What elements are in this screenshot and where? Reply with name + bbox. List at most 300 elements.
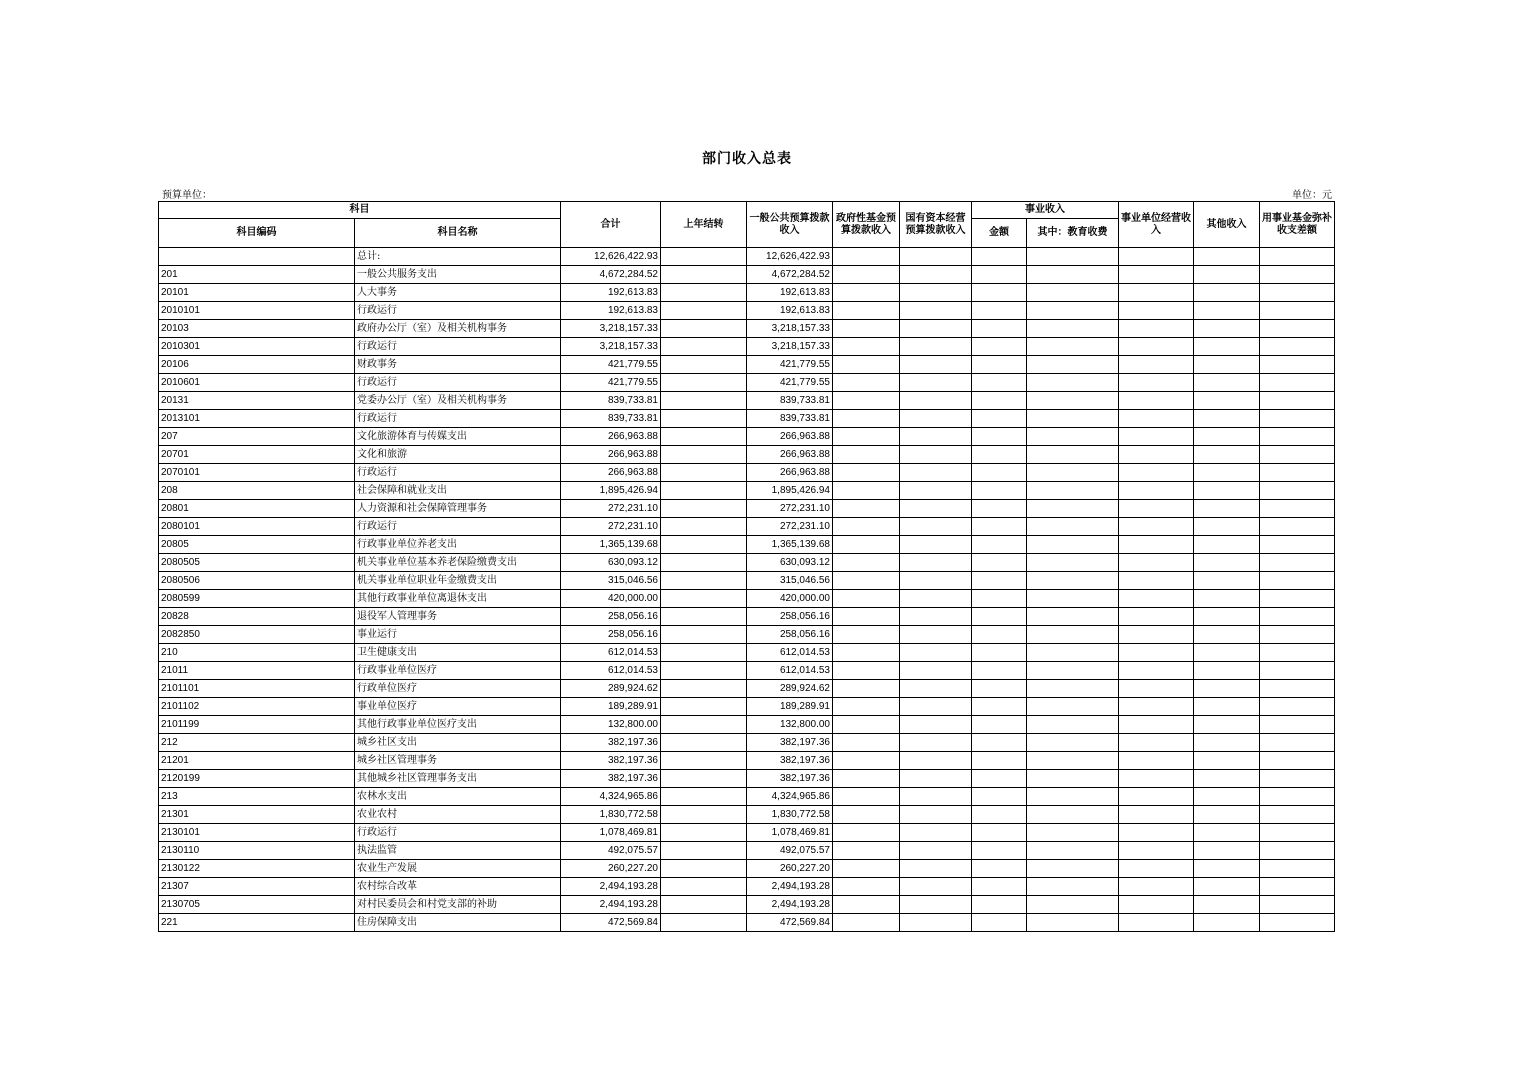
cell-education-fee <box>1027 338 1119 356</box>
cell-code <box>159 248 355 266</box>
cell-general-budget: 266,963.88 <box>747 446 833 464</box>
cell-other-income <box>1194 860 1260 878</box>
cell-gov-fund <box>833 914 900 932</box>
cell-code: 212 <box>159 734 355 752</box>
cell-gov-fund <box>833 374 900 392</box>
cell-business-operation <box>1119 842 1194 860</box>
cell-general-budget: 315,046.56 <box>747 572 833 590</box>
cell-business-amount <box>972 734 1027 752</box>
cell-fund-supplement <box>1260 824 1335 842</box>
cell-general-budget: 272,231.10 <box>747 500 833 518</box>
cell-business-operation <box>1119 644 1194 662</box>
cell-other-income <box>1194 806 1260 824</box>
cell-business-operation <box>1119 248 1194 266</box>
header-gov-fund: 政府性基金预算拨款收入 <box>833 202 900 248</box>
cell-other-income <box>1194 608 1260 626</box>
cell-general-budget: 421,779.55 <box>747 374 833 392</box>
table-row <box>159 248 1335 266</box>
cell-fund-supplement <box>1260 320 1335 338</box>
cell-carryover <box>661 446 747 464</box>
cell-business-amount <box>972 698 1027 716</box>
cell-state-capital <box>900 302 972 320</box>
cell-gov-fund <box>833 842 900 860</box>
table-row <box>159 680 1335 698</box>
cell-gov-fund <box>833 626 900 644</box>
table-row <box>159 410 1335 428</box>
cell-education-fee <box>1027 572 1119 590</box>
cell-total: 382,197.36 <box>561 734 661 752</box>
cell-state-capital <box>900 410 972 428</box>
cell-state-capital <box>900 914 972 932</box>
table-row <box>159 392 1335 410</box>
cell-education-fee <box>1027 842 1119 860</box>
cell-gov-fund <box>833 554 900 572</box>
cell-business-amount <box>972 284 1027 302</box>
table-row <box>159 806 1335 824</box>
cell-other-income <box>1194 680 1260 698</box>
cell-education-fee <box>1027 464 1119 482</box>
cell-business-amount <box>972 878 1027 896</box>
cell-carryover <box>661 248 747 266</box>
cell-business-amount <box>972 338 1027 356</box>
cell-general-budget: 1,365,139.68 <box>747 536 833 554</box>
cell-name: 事业运行 <box>355 626 561 644</box>
cell-fund-supplement <box>1260 878 1335 896</box>
cell-code: 221 <box>159 914 355 932</box>
cell-carryover <box>661 554 747 572</box>
cell-gov-fund <box>833 698 900 716</box>
cell-general-budget: 3,218,157.33 <box>747 338 833 356</box>
cell-general-budget: 272,231.10 <box>747 518 833 536</box>
table-row <box>159 626 1335 644</box>
cell-fund-supplement <box>1260 698 1335 716</box>
cell-fund-supplement <box>1260 338 1335 356</box>
cell-business-operation <box>1119 464 1194 482</box>
cell-other-income <box>1194 824 1260 842</box>
cell-code: 2120199 <box>159 770 355 788</box>
cell-gov-fund <box>833 266 900 284</box>
cell-carryover <box>661 464 747 482</box>
cell-carryover <box>661 824 747 842</box>
cell-name: 农业生产发展 <box>355 860 561 878</box>
cell-name: 行政事业单位养老支出 <box>355 536 561 554</box>
cell-carryover <box>661 392 747 410</box>
cell-business-amount <box>972 896 1027 914</box>
cell-general-budget: 132,800.00 <box>747 716 833 734</box>
cell-other-income <box>1194 536 1260 554</box>
cell-gov-fund <box>833 716 900 734</box>
header-other-income: 其他收入 <box>1194 202 1260 248</box>
page-title: 部门收入总表 <box>702 151 792 167</box>
cell-business-operation <box>1119 338 1194 356</box>
cell-state-capital <box>900 554 972 572</box>
cell-business-amount <box>972 356 1027 374</box>
cell-gov-fund <box>833 446 900 464</box>
cell-fund-supplement <box>1260 914 1335 932</box>
cell-education-fee <box>1027 356 1119 374</box>
cell-name: 对村民委员会和村党支部的补助 <box>355 896 561 914</box>
cell-business-amount <box>972 608 1027 626</box>
cell-total: 2,494,193.28 <box>561 878 661 896</box>
cell-fund-supplement <box>1260 644 1335 662</box>
cell-code: 2010101 <box>159 302 355 320</box>
cell-code: 20828 <box>159 608 355 626</box>
table-row <box>159 266 1335 284</box>
cell-gov-fund <box>833 284 900 302</box>
cell-name: 机关事业单位基本养老保险缴费支出 <box>355 554 561 572</box>
cell-business-amount <box>972 572 1027 590</box>
cell-business-amount <box>972 662 1027 680</box>
cell-code: 20131 <box>159 392 355 410</box>
cell-total: 839,733.81 <box>561 410 661 428</box>
cell-other-income <box>1194 320 1260 338</box>
cell-carryover <box>661 572 747 590</box>
cell-total: 12,626,422.93 <box>561 248 661 266</box>
cell-total: 420,000.00 <box>561 590 661 608</box>
cell-name: 农村综合改革 <box>355 878 561 896</box>
cell-gov-fund <box>833 590 900 608</box>
cell-state-capital <box>900 824 972 842</box>
cell-carryover <box>661 752 747 770</box>
cell-fund-supplement <box>1260 446 1335 464</box>
cell-name: 社会保障和就业支出 <box>355 482 561 500</box>
cell-code: 2130122 <box>159 860 355 878</box>
cell-state-capital <box>900 590 972 608</box>
cell-business-amount <box>972 644 1027 662</box>
table-row <box>159 374 1335 392</box>
cell-state-capital <box>900 248 972 266</box>
table-row <box>159 482 1335 500</box>
cell-general-budget: 839,733.81 <box>747 410 833 428</box>
cell-total: 492,075.57 <box>561 842 661 860</box>
cell-name: 行政运行 <box>355 302 561 320</box>
cell-general-budget: 289,924.62 <box>747 680 833 698</box>
header-amount: 金额 <box>972 219 1027 248</box>
cell-carryover <box>661 680 747 698</box>
cell-other-income <box>1194 788 1260 806</box>
cell-fund-supplement <box>1260 392 1335 410</box>
cell-business-amount <box>972 320 1027 338</box>
cell-education-fee <box>1027 536 1119 554</box>
cell-business-operation <box>1119 500 1194 518</box>
cell-carryover <box>661 410 747 428</box>
cell-business-operation <box>1119 806 1194 824</box>
cell-other-income <box>1194 374 1260 392</box>
cell-gov-fund <box>833 500 900 518</box>
cell-business-operation <box>1119 590 1194 608</box>
cell-fund-supplement <box>1260 842 1335 860</box>
cell-education-fee <box>1027 788 1119 806</box>
cell-name: 机关事业单位职业年金缴费支出 <box>355 572 561 590</box>
cell-gov-fund <box>833 410 900 428</box>
cell-state-capital <box>900 374 972 392</box>
cell-fund-supplement <box>1260 716 1335 734</box>
cell-name: 行政运行 <box>355 464 561 482</box>
cell-state-capital <box>900 662 972 680</box>
cell-state-capital <box>900 644 972 662</box>
cell-education-fee <box>1027 446 1119 464</box>
cell-general-budget: 421,779.55 <box>747 356 833 374</box>
cell-business-operation <box>1119 554 1194 572</box>
cell-education-fee <box>1027 302 1119 320</box>
cell-code: 21011 <box>159 662 355 680</box>
cell-carryover <box>661 320 747 338</box>
table-row <box>159 590 1335 608</box>
cell-name: 城乡社区管理事务 <box>355 752 561 770</box>
cell-business-operation <box>1119 410 1194 428</box>
table-row <box>159 770 1335 788</box>
cell-business-operation <box>1119 878 1194 896</box>
cell-other-income <box>1194 248 1260 266</box>
cell-education-fee <box>1027 266 1119 284</box>
cell-gov-fund <box>833 464 900 482</box>
cell-general-budget: 420,000.00 <box>747 590 833 608</box>
cell-fund-supplement <box>1260 590 1335 608</box>
cell-total: 1,830,772.58 <box>561 806 661 824</box>
cell-name: 行政运行 <box>355 410 561 428</box>
cell-state-capital <box>900 698 972 716</box>
cell-state-capital <box>900 608 972 626</box>
cell-education-fee <box>1027 896 1119 914</box>
header-subject: 科目 <box>159 202 561 219</box>
cell-code: 201 <box>159 266 355 284</box>
table-row <box>159 320 1335 338</box>
cell-total: 1,078,469.81 <box>561 824 661 842</box>
cell-business-operation <box>1119 734 1194 752</box>
cell-education-fee <box>1027 770 1119 788</box>
cell-education-fee <box>1027 248 1119 266</box>
cell-carryover <box>661 590 747 608</box>
cell-state-capital <box>900 806 972 824</box>
cell-other-income <box>1194 878 1260 896</box>
cell-total: 272,231.10 <box>561 500 661 518</box>
cell-business-operation <box>1119 302 1194 320</box>
cell-general-budget: 3,218,157.33 <box>747 320 833 338</box>
cell-business-amount <box>972 518 1027 536</box>
cell-general-budget: 189,289.91 <box>747 698 833 716</box>
cell-name: 人力资源和社会保障管理事务 <box>355 500 561 518</box>
cell-name: 总计: <box>355 248 561 266</box>
table-row <box>159 428 1335 446</box>
cell-carryover <box>661 716 747 734</box>
cell-business-operation <box>1119 752 1194 770</box>
cell-name: 其他行政事业单位离退休支出 <box>355 590 561 608</box>
cell-total: 2,494,193.28 <box>561 896 661 914</box>
table-row <box>159 752 1335 770</box>
cell-code: 2080505 <box>159 554 355 572</box>
cell-other-income <box>1194 464 1260 482</box>
cell-fund-supplement <box>1260 734 1335 752</box>
cell-business-operation <box>1119 320 1194 338</box>
cell-carryover <box>661 302 747 320</box>
cell-business-operation <box>1119 608 1194 626</box>
cell-total: 382,197.36 <box>561 770 661 788</box>
budget-unit-label: 预算单位： <box>162 190 212 201</box>
cell-state-capital <box>900 770 972 788</box>
cell-name: 城乡社区支出 <box>355 734 561 752</box>
cell-business-operation <box>1119 266 1194 284</box>
cell-name: 执法监管 <box>355 842 561 860</box>
cell-other-income <box>1194 590 1260 608</box>
cell-gov-fund <box>833 302 900 320</box>
cell-total: 132,800.00 <box>561 716 661 734</box>
cell-business-operation <box>1119 698 1194 716</box>
cell-general-budget: 260,227.20 <box>747 860 833 878</box>
cell-carryover <box>661 770 747 788</box>
cell-code: 20101 <box>159 284 355 302</box>
cell-education-fee <box>1027 374 1119 392</box>
cell-other-income <box>1194 572 1260 590</box>
cell-business-operation <box>1119 680 1194 698</box>
cell-name: 其他行政事业单位医疗支出 <box>355 716 561 734</box>
cell-total: 612,014.53 <box>561 662 661 680</box>
cell-business-operation <box>1119 716 1194 734</box>
cell-business-amount <box>972 500 1027 518</box>
cell-carryover <box>661 788 747 806</box>
cell-education-fee <box>1027 806 1119 824</box>
cell-business-amount <box>972 302 1027 320</box>
table-row <box>159 896 1335 914</box>
cell-carryover <box>661 338 747 356</box>
cell-general-budget: 4,324,965.86 <box>747 788 833 806</box>
cell-name: 行政运行 <box>355 374 561 392</box>
cell-state-capital <box>900 446 972 464</box>
cell-code: 2101101 <box>159 680 355 698</box>
cell-general-budget: 266,963.88 <box>747 464 833 482</box>
cell-business-operation <box>1119 788 1194 806</box>
cell-business-amount <box>972 752 1027 770</box>
cell-fund-supplement <box>1260 554 1335 572</box>
cell-other-income <box>1194 338 1260 356</box>
table-row <box>159 572 1335 590</box>
cell-other-income <box>1194 266 1260 284</box>
cell-general-budget: 1,895,426.94 <box>747 482 833 500</box>
cell-code: 20801 <box>159 500 355 518</box>
cell-total: 421,779.55 <box>561 374 661 392</box>
cell-total: 258,056.16 <box>561 608 661 626</box>
cell-general-budget: 382,197.36 <box>747 734 833 752</box>
cell-code: 20103 <box>159 320 355 338</box>
cell-other-income <box>1194 896 1260 914</box>
cell-general-budget: 258,056.16 <box>747 626 833 644</box>
cell-carryover <box>661 878 747 896</box>
cell-education-fee <box>1027 752 1119 770</box>
cell-general-budget: 192,613.83 <box>747 302 833 320</box>
cell-business-operation <box>1119 662 1194 680</box>
cell-state-capital <box>900 428 972 446</box>
cell-total: 4,324,965.86 <box>561 788 661 806</box>
cell-general-budget: 192,613.83 <box>747 284 833 302</box>
cell-business-amount <box>972 428 1027 446</box>
cell-name: 人大事务 <box>355 284 561 302</box>
cell-business-amount <box>972 536 1027 554</box>
cell-general-budget: 2,494,193.28 <box>747 878 833 896</box>
cell-carryover <box>661 482 747 500</box>
header-business-income: 事业收入 <box>972 202 1119 219</box>
table-row <box>159 644 1335 662</box>
table-row <box>159 698 1335 716</box>
cell-gov-fund <box>833 644 900 662</box>
cell-fund-supplement <box>1260 860 1335 878</box>
cell-fund-supplement <box>1260 680 1335 698</box>
cell-gov-fund <box>833 824 900 842</box>
cell-business-operation <box>1119 626 1194 644</box>
cell-carryover <box>661 698 747 716</box>
table-row <box>159 356 1335 374</box>
table-row <box>159 464 1335 482</box>
table-row <box>159 914 1335 932</box>
cell-carryover <box>661 608 747 626</box>
cell-carryover <box>661 428 747 446</box>
cell-education-fee <box>1027 914 1119 932</box>
cell-gov-fund <box>833 608 900 626</box>
cell-business-amount <box>972 770 1027 788</box>
header-business-operation: 事业单位经营收入 <box>1119 202 1194 248</box>
header-carryover: 上年结转 <box>661 202 747 248</box>
cell-business-amount <box>972 266 1027 284</box>
cell-carryover <box>661 356 747 374</box>
cell-fund-supplement <box>1260 356 1335 374</box>
cell-gov-fund <box>833 752 900 770</box>
cell-education-fee <box>1027 590 1119 608</box>
cell-general-budget: 382,197.36 <box>747 770 833 788</box>
cell-other-income <box>1194 662 1260 680</box>
cell-general-budget: 492,075.57 <box>747 842 833 860</box>
cell-name: 卫生健康支出 <box>355 644 561 662</box>
cell-code: 20106 <box>159 356 355 374</box>
cell-carryover <box>661 806 747 824</box>
cell-carryover <box>661 914 747 932</box>
cell-fund-supplement <box>1260 770 1335 788</box>
cell-total: 189,289.91 <box>561 698 661 716</box>
cell-carryover <box>661 896 747 914</box>
cell-business-operation <box>1119 446 1194 464</box>
cell-education-fee <box>1027 500 1119 518</box>
cell-total: 266,963.88 <box>561 428 661 446</box>
cell-state-capital <box>900 572 972 590</box>
cell-business-amount <box>972 824 1027 842</box>
table-row <box>159 824 1335 842</box>
table-row <box>159 302 1335 320</box>
cell-fund-supplement <box>1260 896 1335 914</box>
cell-state-capital <box>900 284 972 302</box>
cell-other-income <box>1194 500 1260 518</box>
cell-business-amount <box>972 806 1027 824</box>
cell-name: 其他城乡社区管理事务支出 <box>355 770 561 788</box>
cell-business-amount <box>972 482 1027 500</box>
cell-carryover <box>661 662 747 680</box>
cell-code: 208 <box>159 482 355 500</box>
cell-fund-supplement <box>1260 788 1335 806</box>
cell-state-capital <box>900 860 972 878</box>
cell-total: 3,218,157.33 <box>561 338 661 356</box>
cell-carryover <box>661 842 747 860</box>
cell-total: 258,056.16 <box>561 626 661 644</box>
cell-education-fee <box>1027 662 1119 680</box>
cell-other-income <box>1194 554 1260 572</box>
cell-business-amount <box>972 446 1027 464</box>
cell-code: 2130110 <box>159 842 355 860</box>
cell-total: 472,569.84 <box>561 914 661 932</box>
cell-state-capital <box>900 392 972 410</box>
table-row <box>159 500 1335 518</box>
cell-other-income <box>1194 518 1260 536</box>
cell-education-fee <box>1027 482 1119 500</box>
currency-unit-label: 单位：元 <box>1292 190 1332 201</box>
cell-education-fee <box>1027 518 1119 536</box>
cell-carryover <box>661 536 747 554</box>
cell-fund-supplement <box>1260 752 1335 770</box>
